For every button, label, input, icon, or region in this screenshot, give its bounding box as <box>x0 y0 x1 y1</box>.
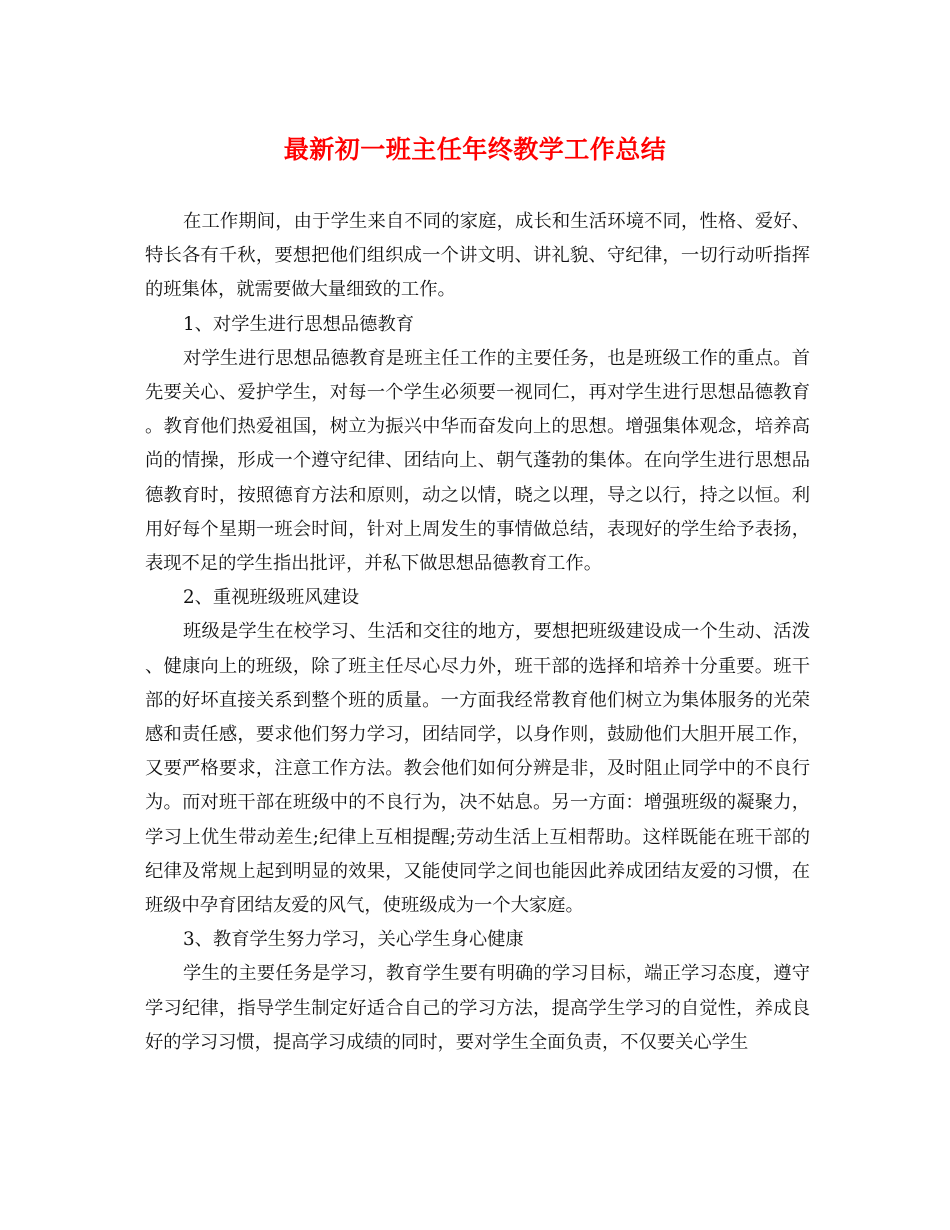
paragraph-study-health: 学生的主要任务是学习，教育学生要有明确的学习目标，端正学习态度，遵守学习纪律，指导学生制定好适合自己的学习方法，提高学生学习的自觉性，养成良好的学习习惯，提高学习成绩的同时，要对学生全面负责，不仅要关心学生 <box>145 963 810 1053</box>
section-heading-2: 2、重视班级班风建设 <box>183 587 360 609</box>
paragraph-intro: 在工作期间，由于学生来自不同的家庭，成长和生活环境不同，性格、爱好、特长各有千秋，要想把他们组织成一个讲文明、讲礼貌、守纪律，一切行动听指挥的班集体，就需要做大量细致的工作。 <box>145 211 810 301</box>
section-heading-3: 3、教育学生努力学习，关心学生身心健康 <box>183 929 524 951</box>
paragraph-class-culture: 班级是学生在校学习、生活和交往的地方，要想把班级建设成一个生动、活泼、健康向上的班级，除了班主任尽心尽力外，班干部的选择和培养十分重要。班干部的好坏直接关系到整个班的质量。一方面我经常教育他们树立为集体服务的光荣感和责任感，要求他们努力学习，团结同学，以身作则，鼓励他们大胆开展工作，又要严格要求，注意工作方法。教会他们如何分辨是非，及时阻止同学中的不良行为。而对班干部在班级中的不良行为，决不姑息。另一方面：增强班级的凝聚力，学习上优生带动差生;纪律上互相提醒;劳动生活上互相帮助。这样既能在班干部的纪律及常规上起到明显的效果，又能使同学之间也能因此养成团结友爱的习惯，在班级中孕育团结友爱的风气，使班级成为一个大家庭。 <box>145 621 810 917</box>
document-body <box>145 205 810 1060</box>
document-title: 最新初一班主任年终教学工作总结 <box>283 135 667 164</box>
paragraph-moral-education: 对学生进行思想品德教育是班主任工作的主要任务，也是班级工作的重点。首先要关心、爱护学生，对每一个学生必须要一视同仁，再对学生进行思想品德教育。教育他们热爱祖国，树立为振兴中华而奋发向上的思想。增强集体观念，培养高尚的情操，形成一个遵守纪律、团结向上、朝气蓬勃的集体。在向学生进行思想品德教育时，按照德育方法和原则，动之以情，晓之以理，导之以行，持之以恒。利用好每个星期一班会时间，针对上周发生的事情做总结，表现好的学生给予表扬，表现不足的学生指出批评，并私下做思想品德教育工作。 <box>145 347 810 575</box>
section-heading-1: 1、对学生进行思想品德教育 <box>183 313 415 335</box>
